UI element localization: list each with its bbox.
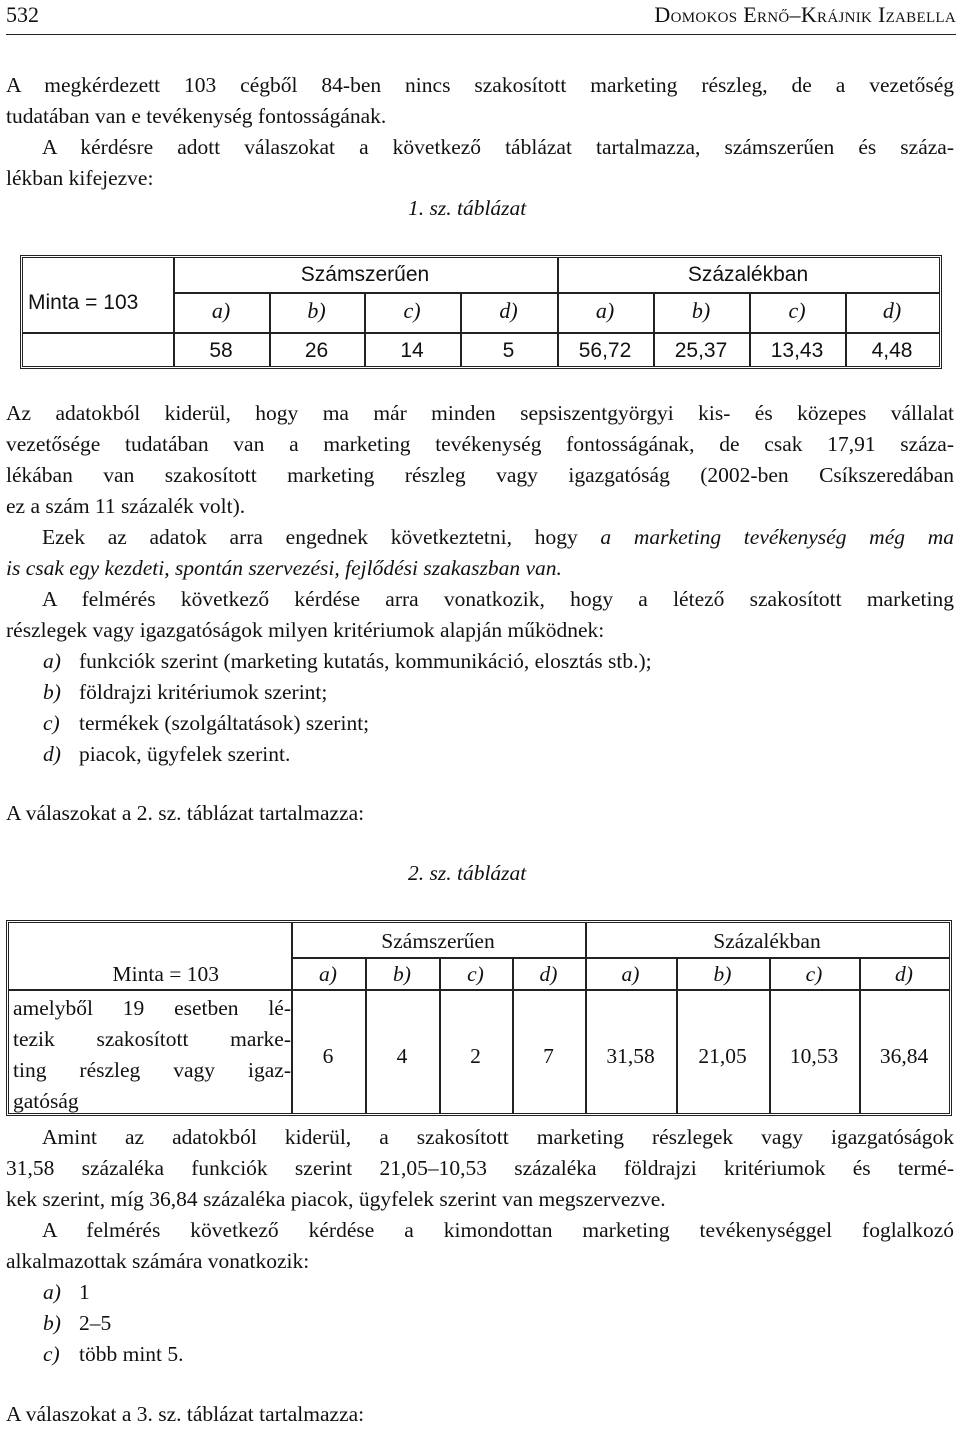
- table-1-subheader: a): [595, 298, 615, 323]
- criteria-item: c) termékek (szolgáltatások) szerint;: [43, 711, 370, 735]
- conclusion-line-1: [42, 522, 954, 553]
- table-1-subheader: d): [499, 298, 518, 323]
- result-line-3: kek szerint, míg 36,84 százaléka piacok, ügyfelek szerint van megszervezve.: [6, 1187, 666, 1211]
- question-line-2: részlegek vagy igazgatóságok milyen kritériumok alapján működnek:: [6, 618, 605, 642]
- criteria-item: d) piacok, ügyfelek szerint.: [43, 742, 291, 766]
- employees-item: c) több mint 5.: [43, 1342, 184, 1366]
- table-1-subheader: b): [691, 298, 711, 323]
- conclusion-line-2: is csak egy kezdeti, spontán szervezési, fejlődési szakaszban van.: [6, 556, 562, 580]
- table-2-value: 36,84: [879, 1044, 929, 1068]
- intro-line-1: A megkérdezett 103 cégből 84-ben nincs szakosított marketing részleg, de a vezetőség: [6, 73, 954, 97]
- next-question-line-2: alkalmazottak számára vonatkozik:: [6, 1249, 310, 1273]
- body-line: ez a szám 11 százalék volt).: [6, 494, 246, 518]
- body-line: lékában van szakosított marketing részleg vagy igazgatóság (2002-ben Csíkszeredában: [6, 463, 954, 487]
- employees-item: b) 2–5: [43, 1311, 112, 1335]
- table-1: [20, 255, 942, 369]
- table-2: [6, 920, 952, 1116]
- result-line-2: 31,58 százaléka funkciók szerint 21,05–10,53 százaléka földrajzi kritériumok és termé-: [6, 1156, 954, 1180]
- table-1-value: 25,37: [674, 339, 728, 362]
- table-2-value: 10,53: [789, 1044, 839, 1068]
- table-1-value: 13,43: [770, 339, 824, 362]
- table-2-value: 2: [470, 1044, 481, 1068]
- table-1-header-percent: Százalékban: [687, 263, 809, 286]
- table-1-subheader: a): [211, 298, 231, 323]
- page-number: 532: [6, 2, 39, 27]
- table-2-subheader: c): [467, 962, 484, 986]
- table-2-row-description: amelyből 19 esetben lé- tezik szakosított marke- ting részleg vagy igaz- gatóság: [13, 996, 291, 1113]
- conclusion-emphasis: a marketing tevékenység még ma: [600, 525, 954, 549]
- body-line: Az adatokból kiderül, hogy ma már minden sepsiszentgyörgyi kis- és közepes vállalat: [6, 401, 954, 425]
- running-title: Domokos Ernő–Krájnik Izabella: [654, 2, 956, 27]
- table-2-value: 7: [543, 1044, 554, 1068]
- employees-item: a) 1: [43, 1280, 90, 1304]
- table-2-subheader: d): [539, 962, 558, 986]
- question-line-1: A felmérés következő kérdése arra vonatkozik, hogy a létező szakosított marketing: [42, 587, 954, 611]
- next-question-line-1: A felmérés következő kérdése a kimondottan marketing tevékenységgel foglalkozó: [42, 1218, 954, 1242]
- table-2-subheader: d): [895, 962, 913, 986]
- table-2-header-percent: Százalékban: [713, 929, 821, 953]
- table-2-subheader: b): [393, 962, 411, 986]
- page-header: [6, 0, 956, 35]
- intro-line-3: A kérdésre adott válaszokat a következő táblázat tartalmazza, számszerűen és száza-: [42, 135, 954, 159]
- table-1-value: 5: [502, 339, 515, 362]
- table-1-subheader: c): [403, 298, 421, 323]
- table-1-value: 4,48: [871, 339, 913, 362]
- table-1-caption: 1. sz. táblázat: [408, 196, 527, 220]
- table-1-value: 14: [400, 339, 424, 362]
- result-line-1: Amint az adatokból kiderül, a szakosított marketing részlegek vagy igazgatóságok: [42, 1125, 954, 1149]
- criteria-item: b) földrajzi kritériumok szerint;: [43, 680, 328, 704]
- table-2-value: 21,05: [698, 1044, 747, 1068]
- table-2-row-label: Minta = 103: [112, 962, 219, 986]
- table-2-value: 31,58: [606, 1044, 655, 1068]
- table-2-subheader: c): [805, 962, 823, 986]
- table-1-subheader: d): [882, 298, 902, 323]
- intro-line-4: lékban kifejezve:: [6, 166, 154, 190]
- table-1-row-label: Minta = 103: [28, 291, 139, 314]
- conclusion-text: Ezek az adatok arra engednek következtetni, hogy: [42, 525, 601, 549]
- table-1-subheader: c): [788, 298, 806, 323]
- table-2-header-numeric: Számszerűen: [381, 929, 495, 953]
- table-1-value: 56,72: [578, 339, 632, 362]
- table-1-value: 26: [304, 339, 329, 362]
- body-line: vezetősége tudatában van a marketing tevékenység fontosságának, de csak 17,91 száza-: [6, 432, 954, 456]
- table-1-header-numeric: Számszerűen: [300, 263, 430, 286]
- table-1-subheader: b): [307, 298, 326, 323]
- table-2-subheader: b): [713, 962, 732, 986]
- table-2-subheader: a): [319, 962, 337, 986]
- answers-intro-3: A válaszokat a 3. sz. táblázat tartalmazza:: [6, 1402, 365, 1426]
- table-2-value: 4: [396, 1044, 408, 1068]
- intro-line-2: tudatában van e tevékenység fontosságának.: [6, 104, 387, 128]
- answers-intro-2: A válaszokat a 2. sz. táblázat tartalmazza:: [6, 801, 365, 825]
- table-2-caption: 2. sz. táblázat: [408, 861, 527, 885]
- table-1-value: 58: [209, 339, 233, 362]
- table-2-value: 6: [322, 1044, 334, 1068]
- criteria-item: a) funkciók szerint (marketing kutatás, kommunikáció, elosztás stb.);: [43, 649, 652, 673]
- table-2-subheader: a): [621, 962, 640, 986]
